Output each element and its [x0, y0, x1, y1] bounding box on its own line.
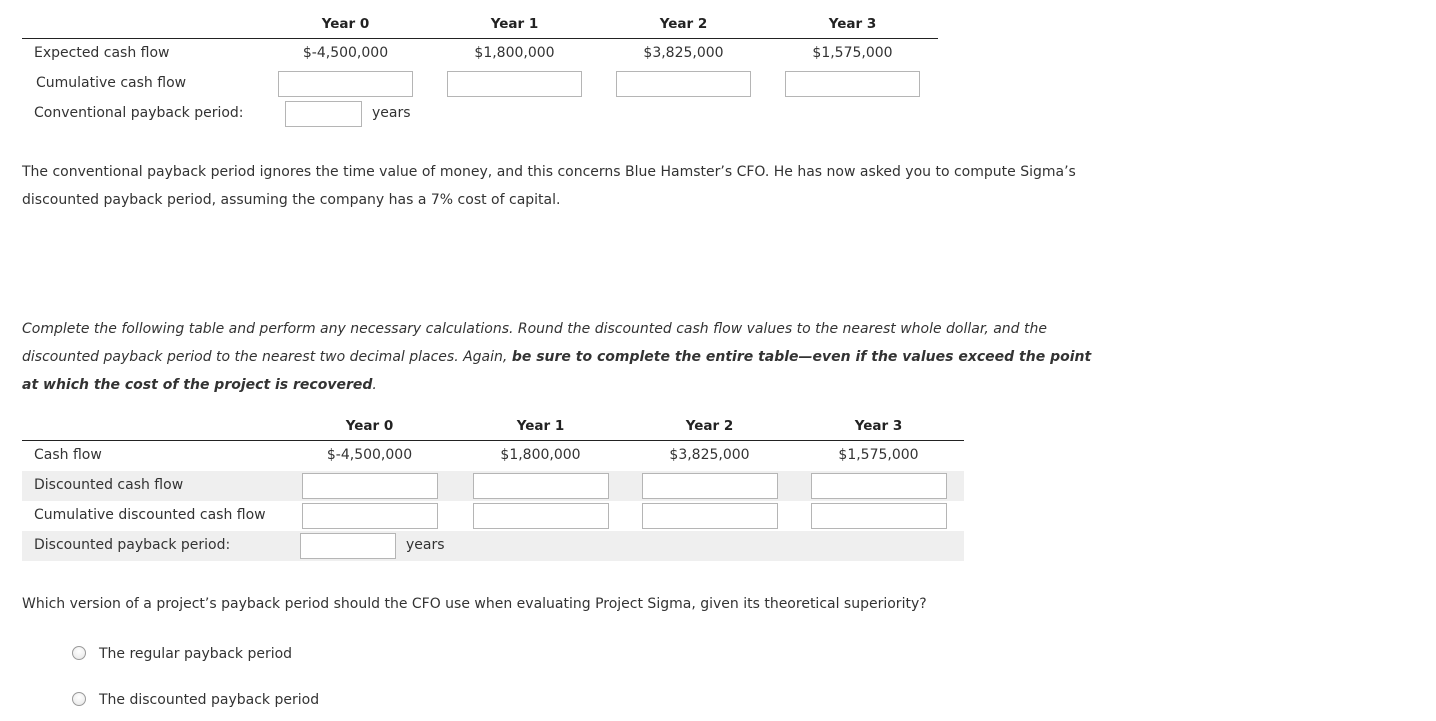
discounted-payback-input[interactable] [300, 533, 396, 559]
expected-cash-flow-year0: $-4,500,000 [302, 45, 389, 61]
conventional-payback-label: Conventional payback period: [34, 105, 244, 121]
expected-cash-flow-year1: $1,800,000 [474, 45, 555, 61]
instructions-line-1: Complete the following table and perform any necessary calculations. Round the discounted cash flow values to the nearest whole dollar, and the [22, 321, 1047, 337]
cumulative-discounted-year0-input[interactable] [302, 503, 438, 529]
instructions-line-2 [22, 343, 1142, 371]
table2-header-year0: Year 0 [345, 418, 394, 434]
cash-flow-year2: $3,825,000 [669, 447, 750, 463]
discounted-payback-label: Discounted payback period: [34, 537, 231, 553]
cash-flow-label: Cash flow [34, 447, 102, 463]
discounted-payback-unit: years [406, 537, 445, 553]
instructions-line-2-bold: be sure to complete the entire table—even if the values exceed the point [511, 349, 1092, 365]
explanation-line-1: The conventional payback period ignores the time value of money, and this concerns Blue Hamster’s CFO. He has now asked you to compute Sigma’s [22, 164, 1076, 180]
cash-flow-year0: $-4,500,000 [326, 447, 413, 463]
expected-cash-flow-year3: $1,575,000 [812, 45, 893, 61]
table2-header-year1: Year 1 [516, 418, 565, 434]
instructions-line-3-bold: at which the cost of the project is recovered [22, 377, 373, 393]
table-instructions [22, 315, 1142, 399]
discounted-cash-flow-year3-input[interactable] [811, 473, 947, 499]
payback-version-question: Which version of a project’s payback period should the CFO use when evaluating Project Sigma, given its theoretical superiority? [22, 596, 927, 612]
expected-cash-flow-label: Expected cash flow [34, 45, 170, 61]
cumulative-cash-flow-year2-input[interactable] [616, 71, 751, 97]
discounted-cash-flow-year1-input[interactable] [473, 473, 609, 499]
table1-header-year3: Year 3 [828, 16, 877, 32]
option-regular-radio[interactable] [72, 646, 86, 660]
discounted-cash-flow-label: Discounted cash flow [34, 477, 184, 493]
instructions-line-3-end: . [372, 377, 377, 393]
time-value-explanation [22, 158, 1142, 214]
option-discounted-label[interactable]: The discounted payback period [99, 692, 320, 708]
table1-header-rule [22, 38, 938, 39]
cumulative-cash-flow-year3-input[interactable] [785, 71, 920, 97]
instructions-line-2-plain: discounted payback period to the nearest two decimal places. Again, [22, 349, 512, 365]
discounted-cash-flow-year2-input[interactable] [642, 473, 778, 499]
discounted-cash-flow-year0-input[interactable] [302, 473, 438, 499]
explanation-line-2: discounted payback period, assuming the company has a 7% cost of capital. [22, 192, 561, 208]
instructions-line-3 [22, 371, 1142, 399]
expected-cash-flow-year2: $3,825,000 [643, 45, 724, 61]
cumulative-cash-flow-year0-input[interactable] [278, 71, 413, 97]
table2-header-rule [22, 440, 964, 441]
cumulative-discounted-year3-input[interactable] [811, 503, 947, 529]
table1-header-year0: Year 0 [321, 16, 370, 32]
option-discounted-radio[interactable] [72, 692, 86, 706]
cumulative-discounted-year1-input[interactable] [473, 503, 609, 529]
table1-header-year1: Year 1 [490, 16, 539, 32]
cash-flow-year3: $1,575,000 [838, 447, 919, 463]
table2-header-year3: Year 3 [854, 418, 903, 434]
conventional-payback-input[interactable] [285, 101, 362, 127]
cumulative-cash-flow-label: Cumulative cash flow [36, 75, 187, 91]
cumulative-cash-flow-year1-input[interactable] [447, 71, 582, 97]
cumulative-discounted-label: Cumulative discounted cash flow [34, 507, 266, 523]
table2-header-year2: Year 2 [685, 418, 734, 434]
cash-flow-year1: $1,800,000 [500, 447, 581, 463]
table1-header-year2: Year 2 [659, 16, 708, 32]
conventional-payback-unit: years [372, 105, 411, 121]
option-regular-label[interactable]: The regular payback period [99, 646, 293, 662]
cumulative-discounted-year2-input[interactable] [642, 503, 778, 529]
